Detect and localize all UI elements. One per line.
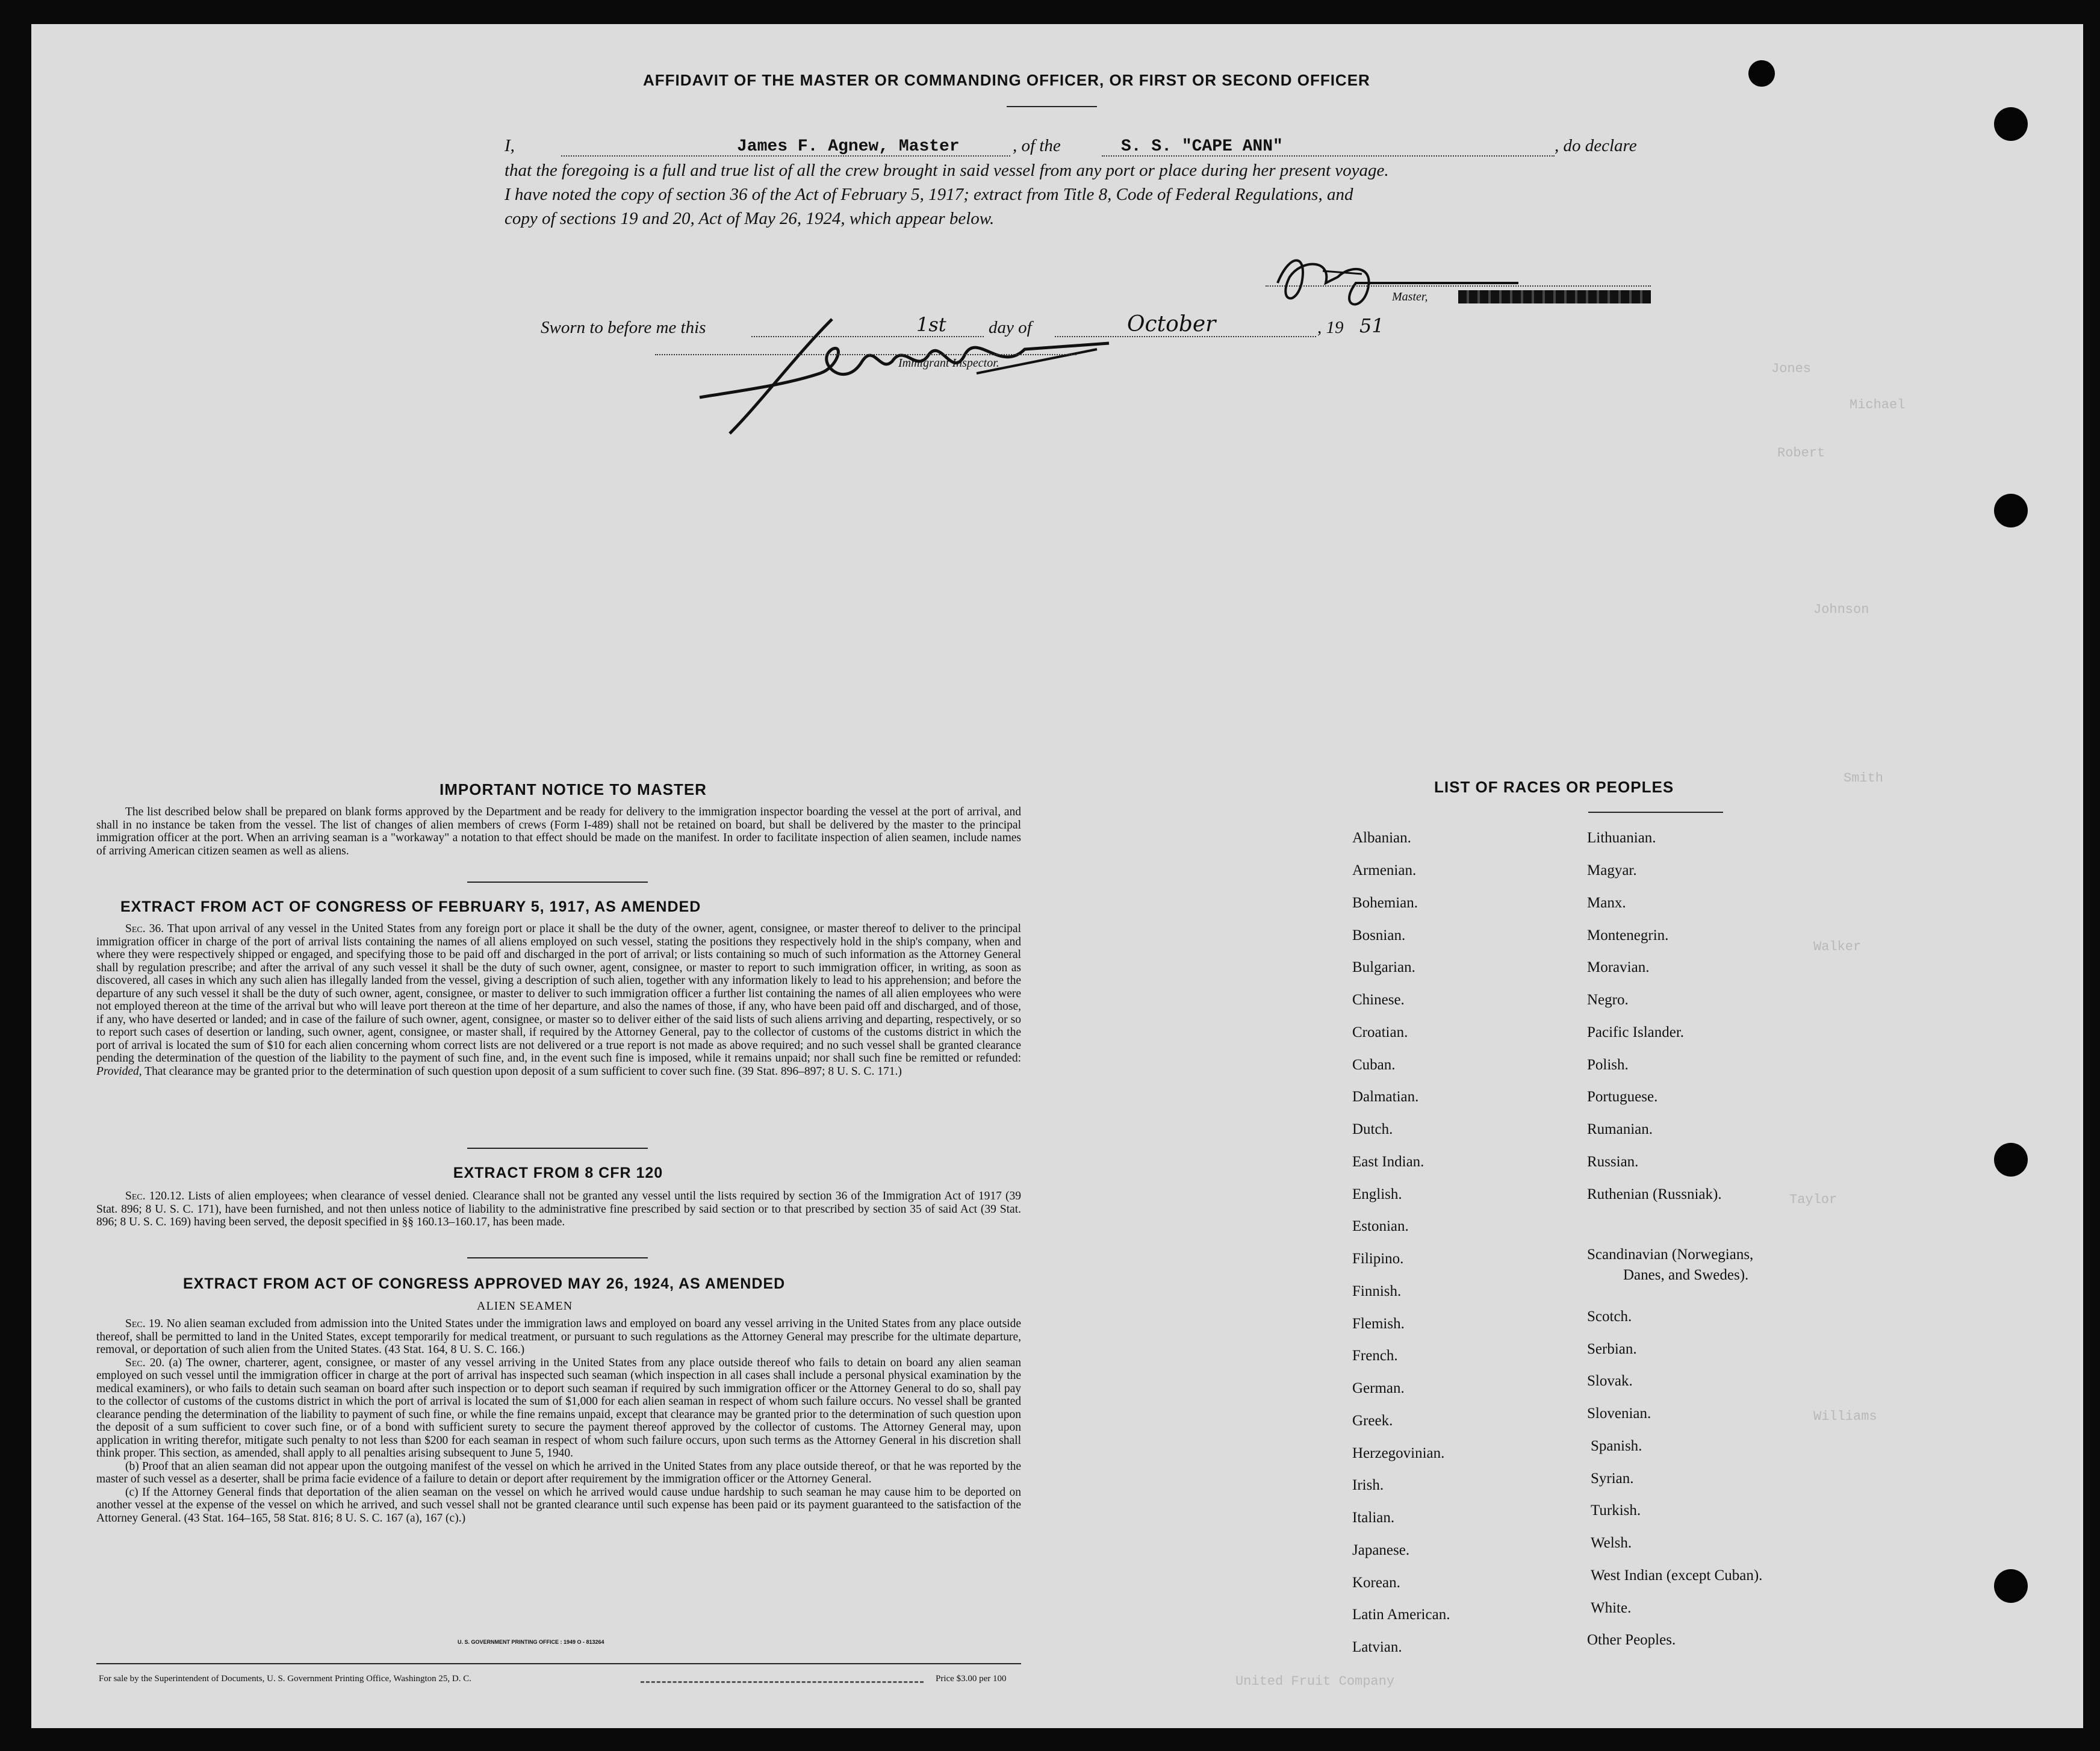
race-item: English. (1352, 1186, 1402, 1202)
sec-19 (96, 1317, 1021, 1357)
race-item: Montenegrin. (1587, 927, 1669, 944)
master-name-field[interactable]: James F. Agnew, Master (737, 137, 960, 156)
race-item: Slovenian. (1587, 1405, 1651, 1422)
divider (467, 1148, 648, 1149)
extract-1924-body (96, 1317, 1021, 1525)
race-item: Latvian. (1352, 1639, 1402, 1655)
race-item: Dalmatian. (1352, 1089, 1419, 1105)
cfr-body (96, 1190, 1021, 1229)
divider (1588, 812, 1723, 813)
binder-hole (1994, 107, 2028, 141)
sec-20a-text: (a) The owner, charterer, agent, consignee, or master of any vessel arriving in the United States from any place outside thereof who fails to detain on board any alien seaman employed on such vessel until the immigration officer in charge at the port of arrival has inspected such seaman (which inspection in all cases shall include a personal physical examination by the medical examiners), or who fails to detain such seaman on board after such inspection or to deport such seaman if required by such immigration officer or the Attorney General to do so, shall pay to the collector of customs of the customs district in which the port of arrival is located the sum of $1,000 for each alien seaman in respect of whom such failure occurs. No vessel shall be granted clearance pending the determination of the liability to payment of such fine, or while the fine remains unpaid, except that clearance may be granted prior to the determination of such question upon the deposit of a sum sufficient to cover such fine, or of a bond with sufficient surety to secure the payment thereof approved by the collector of customs. The Attorney General may, upon application in writing therefor, mitigate such penalty to not less than $200 for each seaman in respect of whom such failure occurs, upon such terms as the Attorney General in his discretion shall think proper. This section, as amended, shall apply to all penalties arising subsequent to June 5, 1940. (96, 1356, 1022, 1460)
race-item: Armenian. (1352, 862, 1417, 879)
sec-19-text: No alien seaman excluded from admission into the United States under the immigration laws and employed on board any vessel arriving in the United States from any place outside thereof, shall be permitted to land in the United States, except temporarily for medical treatment, or pursuant to such regulations as the Attorney General may prescribe for the ultimate departure, removal, or deportation of such alien from the United States. (43 Stat. 164, 8 U. S. C. 166.) (96, 1317, 1021, 1356)
race-item: Magyar. (1587, 862, 1637, 879)
inspector-signature (663, 307, 1121, 440)
notice-body (96, 806, 1021, 857)
sec-label: Sec. 19. (125, 1317, 164, 1330)
struck-out-text (1458, 290, 1651, 303)
race-item: Cuban. (1352, 1057, 1396, 1073)
affidavit-line: copy of sections 19 and 20, Act of May 26, 1924, which appear below. (505, 209, 995, 228)
footer-left: For sale by the Superintendent of Documents, U. S. Government Printing Office, Washington 25, D. C. (99, 1674, 471, 1684)
gpo-imprint: U. S. GOVERNMENT PRINTING OFFICE : 1949 O - 813264 (458, 1639, 604, 1645)
races-title: LIST OF RACES OR PEOPLES (1434, 778, 1674, 796)
race-item: Italian. (1352, 1510, 1395, 1526)
sworn-month-field[interactable]: October (1127, 312, 1216, 337)
race-item: Portuguese. (1587, 1089, 1658, 1105)
affidavit-do-declare: , do declare (1555, 136, 1637, 155)
proviso: Provided, (96, 1065, 142, 1078)
notice-text: The list described below shall be prepared on blank forms approved by the Department and be ready for delivery to the immigration inspector boarding the vessel at the port of arrival, and shall in no instance be taken from the vessel. The list of changes of alien members of crews (Form I-489) shall not be retained on board, but shall be delivered by the master to the principal immigration officer at the port. When an arriving seaman is a "workaway" a notation to that effect should be made on the manifest. In order to facilitate inspection of alien seamen, include names of arriving American citizen seamen as well as aliens. (96, 806, 1021, 857)
race-item: Other Peoples. (1587, 1632, 1676, 1648)
race-item: Moravian. (1587, 959, 1650, 975)
race-item: French. (1352, 1348, 1398, 1364)
divider (1007, 106, 1097, 107)
race-item: Irish. (1352, 1477, 1384, 1493)
race-item: Filipino. (1352, 1251, 1404, 1267)
alien-seamen-subtitle: ALIEN SEAMEN (477, 1299, 573, 1313)
signature-line (1266, 285, 1651, 287)
sec-label: Sec. 120.12. (125, 1190, 185, 1202)
affidavit-i-label: I, (505, 136, 515, 155)
race-item: Ruthenian (Russniak). (1587, 1186, 1722, 1202)
race-item: Polish. (1587, 1057, 1629, 1073)
footer-rule (96, 1663, 1021, 1664)
binder-hole (1994, 1143, 2028, 1177)
race-item: Lithuanian. (1587, 830, 1656, 846)
race-item: Bosnian. (1352, 927, 1406, 944)
inspector-caption: Immigrant Inspector. (898, 356, 999, 370)
race-item: German. (1352, 1380, 1405, 1396)
race-item: Manx. (1587, 895, 1626, 911)
sec-label: Sec. 36. (125, 922, 164, 935)
sworn-text: Sworn to before me this (541, 318, 706, 337)
race-item: Turkish. (1591, 1502, 1641, 1519)
signature-line (655, 354, 1076, 355)
race-item: Flemish. (1352, 1316, 1405, 1332)
race-item: Pacific Islander. (1587, 1024, 1685, 1040)
race-item: Serbian. (1587, 1341, 1637, 1357)
sec-20a (96, 1357, 1021, 1460)
race-item: Negro. (1587, 992, 1629, 1008)
extract-1917-title: EXTRACT FROM ACT OF CONGRESS OF FEBRUARY 5, 1917, AS AMENDED (120, 898, 701, 915)
year-prefix: , 19 (1317, 318, 1344, 337)
race-item: Scandinavian (Norwegians, (1587, 1246, 1754, 1263)
race-item: Korean. (1352, 1575, 1400, 1591)
master-signature (1266, 241, 1518, 319)
race-item: East Indian. (1352, 1154, 1424, 1170)
race-item: Greek. (1352, 1413, 1393, 1429)
divider (467, 882, 648, 883)
race-item: Welsh. (1591, 1535, 1632, 1551)
race-item: Scotch. (1587, 1308, 1632, 1325)
affidavit-line: I have noted the copy of section 36 of the Act of February 5, 1917; extract from Title 8, Code of Federal Regulations, and (505, 185, 1353, 204)
race-item: Rumanian. (1587, 1121, 1653, 1137)
race-item: Spanish. (1591, 1438, 1642, 1454)
day-of-label: day of (989, 318, 1032, 337)
vessel-name-field[interactable]: S. S. "CAPE ANN" (1121, 137, 1283, 156)
extract-text: That upon arrival of any vessel in the United States from any foreign port or place it shall be the duty of the owner, agent, consignee, or master thereof to deliver to the principal immigration officer in charge of the port of arrival lists containing the names of all aliens employed on such vessel, stating the positions they respectively hold in the ship's company, when and where they were respectively shipped or engaged, and specifying those to be paid off and discharged in the port of arrival; or lists containing so much of such information as the Attorney General shall by regulation prescribe; and after the arrival of any such vessel it shall be the duty of such owner, agent, consignee, or master to report to such immigration officer, in writing, as soon as discovered, all cases in which any such alien has illegally landed from the vessel, giving a description of such alien, together with any information likely to lead to his apprehension; and before the departure of any such vessel it shall be the duty of such owner, agent, consignee, or master to deliver to such immigration officer a further list containing the names of all alien employees who were not employed thereon at the time of the arrival but who will leave port thereon at the time of her departure, and also the names of those, if any, who have been paid off and discharged, and of those, if any, who have deserted or landed; and in case of the failure of such owner, agent, consignee, or master so to deliver either of the said lists of such aliens arriving and departing, respectively, or so to report such cases of desertion or landing, such owner, agent, consignee, or master shall, if required by the Attorney General, pay to the collector of customs of the customs district in which the port of arrival is located the sum of $10 for each alien concerning whom correct lists are not delivered or a true report is not made as above required; and no such vessel shall be granted clearance pending the determination of the question of the liability to the payment of such fine, and, in the event such fine is imposed, while it remains unpaid; nor shall such fine be remitted or refunded: (96, 922, 1021, 1065)
affidavit-of-the: , of the (1013, 136, 1061, 155)
ink-blot (1748, 60, 1775, 87)
footer-right: Price $3.00 per 100 (936, 1674, 1007, 1684)
binder-hole (1994, 1569, 2028, 1603)
sec-label: Sec. 20. (125, 1356, 165, 1369)
affidavit-title: AFFIDAVIT OF THE MASTER OR COMMANDING OFFICER, OR FIRST OR SECOND OFFICER (643, 71, 1370, 89)
cfr-title: EXTRACT FROM 8 CFR 120 (453, 1165, 663, 1181)
divider (467, 1257, 648, 1258)
document-page: Jones Michael Robert Johnson Smith Walker Taylor Williams United Fruit Company AFFIDAVIT OF THE MASTER OR COMMANDING OFFICER, OR FIRST OR SECOND OFFICER I, James F. Agnew, Master , of the S. S. "CAPE ANN" , do declare that the foregoing is a full and true list of all the crew brought in said vessel from any port or place during her present voyage. I have noted the copy of section 36 of the Act of February 5, 1917; extract from Title 8, Code of Federal Regulations, and copy of sections 19 and 20, Act of May 26, 1924, which appear below. Master, Sworn to before me this 1st day of October , 19 51 Immigrant Inspector. IMPORTANT NOTICE TO MASTER The list described below shall be prepared on blank forms approved by the Department and be ready for delivery to the immigration inspector boarding the vessel at the port of arrival, and shall in no instance be taken from the vessel. The list of changes of alien members of crews (Form I-489) shall not be retained on board, but shall be delivered by the master to the principal immigration officer at the port. When an arriving seaman is a "workaway" a notation to that effect should be made on the manifest. In order to facilitate inspection of alien seamen, include names of arriving American citizen seamen as well as aliens. EXTRACT FROM ACT OF CONGRESS OF FEBRUARY 5, 1917, AS AMENDED Sec. 36. That upon arrival of any vessel in the United States from any foreign port or place it shall be the duty of the owner, agent, consignee, or master thereof to deliver to the principal immigration officer in charge of the port of arrival lists containing the names of all aliens employed on such vessel, stating the positions they respectively hold in the ship's company, when and where they were respectively shipped or engaged, and specifying those to be paid off and discharged in the port of arrival; or lists containing so much of such information as the Attorney General shall by regulation prescribe; and after the arrival of any such vessel it shall be the duty of such owner, agent, consignee, or master to report to such immigration officer, in writing, as soon as discovered, all cases in which any such alien has illegally landed from the vessel, giving a description of such alien, together with any information likely to lead to his apprehension; and before the departure of any such vessel it shall be the duty of such owner, agent, consignee, or master to deliver to such immigration officer a further list containing the names of all alien employees who were not employed thereon at the time of the arrival but who will leave port thereon at the time of her departure, and also the names of those, if any, who have been paid off and discharged, and of those, if any, who have deserted or landed; and in case of the failure of such owner, agent, consignee, or master so to deliver either of the said lists of such aliens arriving and departing, respectively, or so to report such cases of desertion or landing, such owner, agent, consignee, or master shall, if required by the Attorney General, pay to the collector of customs of the customs district in which the port of arrival is located the sum of $10 for each alien concerning whom correct lists are not delivered or a true report is not made as above required; and no such vessel shall be granted clearance pending the determination of the question of the liability to the payment of such fine, and, in the event such fine is imposed, while it remains unpaid; nor shall such fine be remitted or refunded: Provided, That clearance may be granted prior to the determination of such question upon deposit of a sum sufficient to cover such fine. (39 Stat. 896–897; 8 U. S. C. 171.) EXTRACT FROM 8 CFR 120 Sec. 120.12. Lists of alien employees; when clearance of vessel denied. Clearance shall not be granted any vessel until the lists required by section 36 of the Immigration Act of 1917 (39 Stat. 896; 8 U. S. C. 171), have been furnished, and not then unless notice of liability to the administrative fine prescribed by said section or to that prescribed by section 35 of said Act (39 Stat. 896; 8 U. S. C. 169) having been served, the deposit specified in §§ 160.13–160.17, has been made. EXTRACT FROM ACT OF CONGRESS APPROVED MAY 26, 1924, AS AMENDED ALIEN SEAMEN Sec. 19. No alien seaman excluded from admission into the United States under the immigration laws and employed on board any vessel arriving in the United States from any place outside thereof, shall be permitted to land in the United States, except temporarily for medical treatment, or pursuant to such regulations as the Attorney General may prescribe for the ultimate departure, removal, or deportation of such alien from the United States. (43 Stat. 164, 8 U. S. C. 166.) Sec. 20. (a) The owner, charterer, agent, consignee, or master of any vessel arriving in the United States from any place outside thereof who fails to detain on board any alien seaman employed on such vessel until the immigration officer in charge at the port of arrival has inspected such seaman (which inspection in all cases shall include a personal physical examination by the medical examiners), or who fails to detain such seaman on board after such inspection or to deport such seaman if required by such immigration officer or the Attorney General to do so, shall pay to the collector of customs of the customs district in which the port of arrival is located the sum of $1,000 for each alien seaman in respect of whom such failure occurs. No vessel shall be granted clearance pending the determination of the liability to payment of such fine, or while the fine remains unpaid, except that clearance may be granted prior to the determination of such question upon the deposit of a sum sufficient to cover such fine, or of a bond with sufficient surety to secure the payment thereof approved by the collector of customs. The Attorney General may, upon application in writing therefor, mitigate such penalty to not less than $200 for each seaman in respect of whom such failure occurs, upon such terms as the Attorney General in his discretion shall think proper. This section, as amended, shall apply to all penalties arising subsequent to June 5, 1940. (b) Proof that an alien seaman did not appear upon the outgoing manifest of the vessel on which he arrived in the United States from any place outside thereof, or that he was reported by the master of such vessel as a deserter, shall be prima facie evidence of a failure to detain or deport after requirement by the immigration officer or the Attorney General. (c) If the Attorney General finds that deportation of the alien seaman on the vessel on which he arrived would cause undue hardship to such seaman he may cause him to be deported on another vessel at the expense of the vessel on which he arrived, and such vessel shall not be granted clearance until such expense has been paid or its payment guaranteed to the satisfaction of the Attorney General. (43 Stat. 164–165, 58 Stat. 816; 8 U. S. C. 167 (a), 167 (c).) U. S. GOVERNMENT PRINTING OFFICE : 1949 O - 813264 For sale by the Superintendent of Documents, U. S. Government Printing Office, Washington 25, D. C. Price $3.00 per 100 LIST OF RACES OR PEOPLES Albanian. Armenian. Bohemian. Bosnian. Bulgarian. Chinese. Croatian. Cuban. Dalmatian. Dutch. East Indian. English. Estonian. Filipino. Finnish. Flemish. French. German. Greek. Herzegovinian. Irish. Italian. Japanese. Korean. Latin American. Latvian. Lithuanian. Magyar. Manx. Montenegrin. Moravian. Negro. Pacific Islander. Polish. Portuguese. Rumanian. Russian. Ruthenian (Russniak). Scandinavian (Norwegians, Danes, and Swedes). Scotch. Serbian. Slovak. Slovenian. Spanish. Syrian. Turkish. Welsh. West Indian (except Cuban). White. Other Peoples. (31, 24, 2083, 1728)
race-item: Syrian. (1591, 1470, 1634, 1487)
race-item: Japanese. (1352, 1542, 1410, 1558)
race-item: Bohemian. (1352, 895, 1418, 911)
race-item: Herzegovinian. (1352, 1445, 1445, 1461)
race-item: West Indian (except Cuban). (1591, 1567, 1763, 1584)
race-item: Chinese. (1352, 992, 1405, 1008)
sec-20c: (c) If the Attorney General finds that deportation of the alien seaman on the vessel on which he arrived would cause undue hardship to such seaman he may cause him to be deported on another vessel at the expense of the vessel on which he arrived, and such vessel shall not be granted clearance until such expense has been paid or its payment guaranteed to the satisfaction of the Attorney General. (43 Stat. 164–165, 58 Stat. 816; 8 U. S. C. 167 (a), 167 (c).) (96, 1485, 1021, 1525)
race-item: Albanian. (1352, 830, 1411, 846)
year-suffix-field[interactable]: 51 (1359, 314, 1384, 337)
race-item: Danes, and Swedes). (1623, 1267, 1749, 1283)
affidavit-line: that the foregoing is a full and true list of all the crew brought in said vessel from any port or place during her present voyage. (505, 161, 1389, 180)
race-item: Slovak. (1587, 1373, 1633, 1389)
race-item: Croatian. (1352, 1024, 1408, 1040)
master-caption: Master, (1392, 290, 1428, 303)
race-item: Russian. (1587, 1154, 1639, 1170)
sworn-day-field[interactable]: 1st (916, 313, 946, 336)
race-item: Finnish. (1352, 1283, 1402, 1299)
footer-leader (641, 1681, 924, 1683)
race-item: Latin American. (1352, 1606, 1450, 1623)
race-item: Dutch. (1352, 1121, 1393, 1137)
extract-text: That clearance may be granted prior to the determination of such question upon deposit of a sum sufficient to cover such fine. (39 Stat. 896–897; 8 U. S. C. 171.) (144, 1065, 902, 1078)
sec-20b: (b) Proof that an alien seaman did not appear upon the outgoing manifest of the vessel on which he arrived in the United States from any place outside thereof, or that he was reported by the master of such vessel as a deserter, shall be prima facie evidence of a failure to detain or deport after requirement by the immigration officer or the Attorney General. (96, 1460, 1021, 1485)
race-item: Estonian. (1352, 1218, 1409, 1234)
cfr-text: Lists of alien employees; when clearance of vessel denied. Clearance shall not be granted any vessel until the lists required by section 36 of the Immigration Act of 1917 (39 Stat. 896; 8 U. S. C. 171), have been furnished, and not then unless notice of liability to the administrative fine prescribed by said section or to that prescribed by section 35 of said Act (39 Stat. 896; 8 U. S. C. 169) having been served, the deposit specified in §§ 160.13–160.17, has been made. (96, 1190, 1021, 1228)
notice-title: IMPORTANT NOTICE TO MASTER (440, 780, 707, 798)
binder-hole (1994, 494, 2028, 527)
extract-1924-title: EXTRACT FROM ACT OF CONGRESS APPROVED MAY 26, 1924, AS AMENDED (183, 1275, 786, 1292)
extract-1917-body (96, 922, 1021, 1078)
race-item: White. (1591, 1600, 1632, 1616)
race-item: Bulgarian. (1352, 959, 1415, 975)
